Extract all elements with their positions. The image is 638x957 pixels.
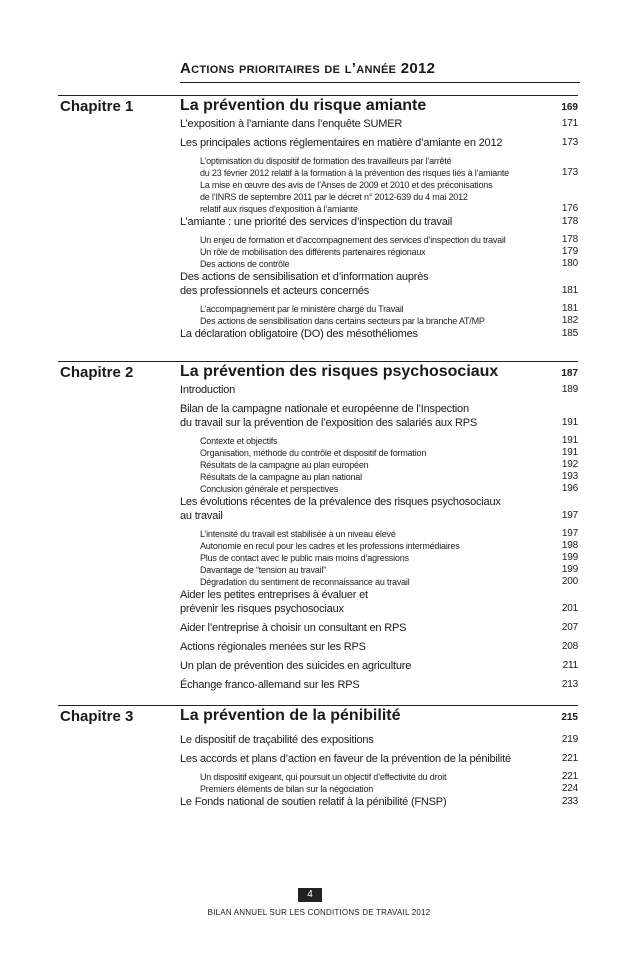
toc-entry-text: L’accompagnement par le ministère chargé du Travail [200,304,404,314]
toc-section[interactable] [180,733,578,747]
toc-entry-page: 182 [561,315,578,326]
page-number: 4 [298,888,322,902]
toc-entry-text: L’optimisation du dispositif de formation des travailleurs par l’arrêté [200,156,452,166]
chapter-page-number: 169 [561,102,578,113]
toc-entry-page: 199 [561,552,578,563]
toc-entry-text: Des actions de sensibilisation dans certains secteurs par la branche AT/MP [200,316,485,326]
toc-entry-page: 196 [561,483,578,494]
toc-entry-page: 199 [561,564,578,575]
toc-section[interactable] [180,270,578,298]
toc-subsection[interactable] [180,435,578,447]
chapter-title: La prévention des risques psychosociaux [180,363,499,380]
toc-entry-text: Un dispositif exigeant, qui poursuit un objectif d’effectivité du droit [200,772,447,782]
toc-entry-text: Premiers éléments de bilan sur la négociation [200,784,374,794]
toc-entry-text: prévenir les risques psychosociaux [180,603,344,615]
toc-entry-text: Conclusion générale et perspectives [200,484,339,494]
toc-entry-page: 189 [561,384,578,395]
chapter-label: Chapitre 3 [60,708,134,725]
toc-subsection[interactable] [180,315,578,327]
chapter-rule [58,705,578,706]
chapter-label: Chapitre 1 [60,98,134,115]
toc-entry-page: 207 [561,622,578,633]
toc-section[interactable] [180,678,578,692]
toc-subsection[interactable] [180,459,578,471]
toc-section[interactable] [180,640,578,654]
toc-subsection[interactable] [180,155,578,179]
toc-entry-text: Dégradation du sentiment de reconnaissance au travail [200,577,410,587]
toc-section[interactable] [180,752,578,766]
toc-entry-page: 208 [561,641,578,652]
toc-entry-text: Aider l’entreprise à choisir un consultant en RPS [180,622,407,634]
chapter-label: Chapitre 2 [60,364,134,381]
toc-entry-page: 200 [561,576,578,587]
toc-subsection[interactable] [180,471,578,483]
toc-entry-page: 213 [561,679,578,690]
toc-entry-text: Échange franco-allemand sur les RPS [180,679,360,691]
toc-entry-text: Résultats de la campagne au plan national [200,472,362,482]
toc-entry-text: Introduction [180,384,236,396]
toc-entry-text: Résultats de la campagne au plan européen [200,460,369,470]
toc-subsection[interactable] [180,258,578,270]
chapter-rule [58,361,578,362]
toc-entry-text: L’amiante : une priorité des services d’inspection du travail [180,216,453,228]
toc-subsection[interactable] [180,564,578,576]
toc-subsection[interactable] [180,234,578,246]
toc-entry-text: Des actions de sensibilisation et d’information auprès [180,271,429,283]
toc-entry-text: du travail sur la prévention de l’exposition des salariés aux RPS [180,417,477,429]
toc-entry-text: La déclaration obligatoire (DO) des mésothéliomes [180,328,418,340]
toc-entry-page: 221 [561,753,578,764]
toc-subsection[interactable] [180,783,578,795]
toc-section[interactable] [180,588,578,616]
toc-entry-text: Autonomie en recul pour les cadres et les professions intermédiaires [200,541,460,551]
toc-entry-text: Davantage de “tension au travail” [200,565,326,575]
toc-entry-page: 180 [561,258,578,269]
toc-entry-page: 221 [561,771,578,782]
toc-entry-page: 181 [561,303,578,314]
toc-section[interactable] [180,495,578,523]
toc-entry-text: Plus de contact avec le public mais moins d’agressions [200,553,409,563]
toc-section[interactable] [180,117,578,131]
toc-entry-page: 173 [561,137,578,148]
toc-entry-text: au travail [180,510,223,522]
toc-subsection[interactable] [180,528,578,540]
toc-entry-text: Un rôle de mobilisation des différents partenaires régionaux [200,247,426,257]
chapter-page-number: 215 [561,712,578,723]
toc-section[interactable] [180,215,578,229]
toc-entry-text: Le Fonds national de soutien relatif à la pénibilité (FNSP) [180,796,447,808]
toc-entry-text: du 23 février 2012 relatif à la formation à la prévention des risques liés à l’amiante [200,168,509,178]
toc-entry-page: 171 [561,118,578,129]
toc-entry-text: des professionnels et acteurs concernés [180,285,370,297]
footer-text: BILAN ANNUEL SUR LES CONDITIONS DE TRAVAIL 2012 [207,908,431,917]
toc-entry-page: 176 [561,203,578,214]
toc-entry-page: 197 [561,528,578,539]
toc-entry-page: 224 [561,783,578,794]
toc-entry-text: L’exposition à l’amiante dans l’enquête SUMER [180,118,403,130]
title-rule [180,82,580,83]
toc-entry-page: 197 [561,510,578,521]
toc-entry-page: 181 [561,285,578,296]
toc-subsection[interactable] [180,540,578,552]
toc-section[interactable] [180,327,578,341]
toc-entry-text: La mise en œuvre des avis de l’Anses de 2009 et 2010 et des préconisations [200,180,493,190]
page-title: Actions prioritaires de l’année 2012 [180,60,436,77]
toc-entry-text: Bilan de la campagne nationale et européenne de l’Inspection [180,403,469,415]
toc-entry-text: Un plan de prévention des suicides en agriculture [180,660,412,672]
toc-entry-text: de l’INRS de septembre 2011 par le décret n° 2012-639 du 4 mai 2012 [200,192,468,202]
toc-entry-text: Les accords et plans d’action en faveur de la prévention de la pénibilité [180,753,511,765]
toc-subsection[interactable] [180,447,578,459]
toc-entry-page: 191 [561,447,578,458]
toc-entry-text: Contexte et objectifs [200,436,278,446]
chapter-rule [58,95,578,96]
toc-entry-page: 198 [561,540,578,551]
toc-section[interactable] [180,621,578,635]
chapter-title: La prévention du risque amiante [180,97,427,114]
toc-entry-page: 233 [561,796,578,807]
toc-entry-page: 191 [561,435,578,446]
toc-entry-page: 185 [561,328,578,339]
toc-entry-page: 173 [561,167,578,178]
toc-entry-text: Organisation, méthode du contrôle et dispositif de formation [200,448,427,458]
toc-section[interactable] [180,402,578,430]
toc-entry-text: Des actions de contrôle [200,259,290,269]
chapter-title: La prévention de la pénibilité [180,707,401,724]
toc-section[interactable] [180,659,578,673]
toc-entry-text: Les principales actions réglementaires en matière d’amiante en 2012 [180,137,503,149]
toc-entry-text: L’intensité du travail est stabilisée à un niveau élevé [200,529,396,539]
toc-entry-page: 178 [561,216,578,227]
toc-subsection[interactable] [180,483,578,495]
toc-subsection[interactable] [180,303,578,315]
toc-subsection[interactable] [180,771,578,783]
toc-entry-page: 201 [561,603,578,614]
toc-entry-text: Le dispositif de traçabilité des expositions [180,734,374,746]
toc-entry-page: 192 [561,459,578,470]
toc-section[interactable] [180,795,578,809]
chapter-page-number: 187 [561,368,578,379]
toc-subsection[interactable] [180,552,578,564]
toc-subsection[interactable] [180,179,578,215]
toc-entry-text: Actions régionales menées sur les RPS [180,641,366,653]
toc-entry-text: Les évolutions récentes de la prévalence des risques psychosociaux [180,496,501,508]
toc-section[interactable] [180,136,578,150]
toc-entry-page: 193 [561,471,578,482]
toc-entry-page: 219 [561,734,578,745]
toc-entry-text: Aider les petites entreprises à évaluer et [180,589,368,601]
toc-entry-text: Un enjeu de formation et d’accompagnement des services d’inspection du travail [200,235,506,245]
toc-entry-text: relatif aux risques d’exposition à l’amiante [200,204,358,214]
toc-entry-page: 191 [561,417,578,428]
toc-subsection[interactable] [180,246,578,258]
toc-entry-page: 211 [562,660,578,671]
toc-entry-page: 178 [561,234,578,245]
toc-entry-page: 179 [561,246,578,257]
toc-section[interactable] [180,383,578,397]
toc-subsection[interactable] [180,576,578,588]
